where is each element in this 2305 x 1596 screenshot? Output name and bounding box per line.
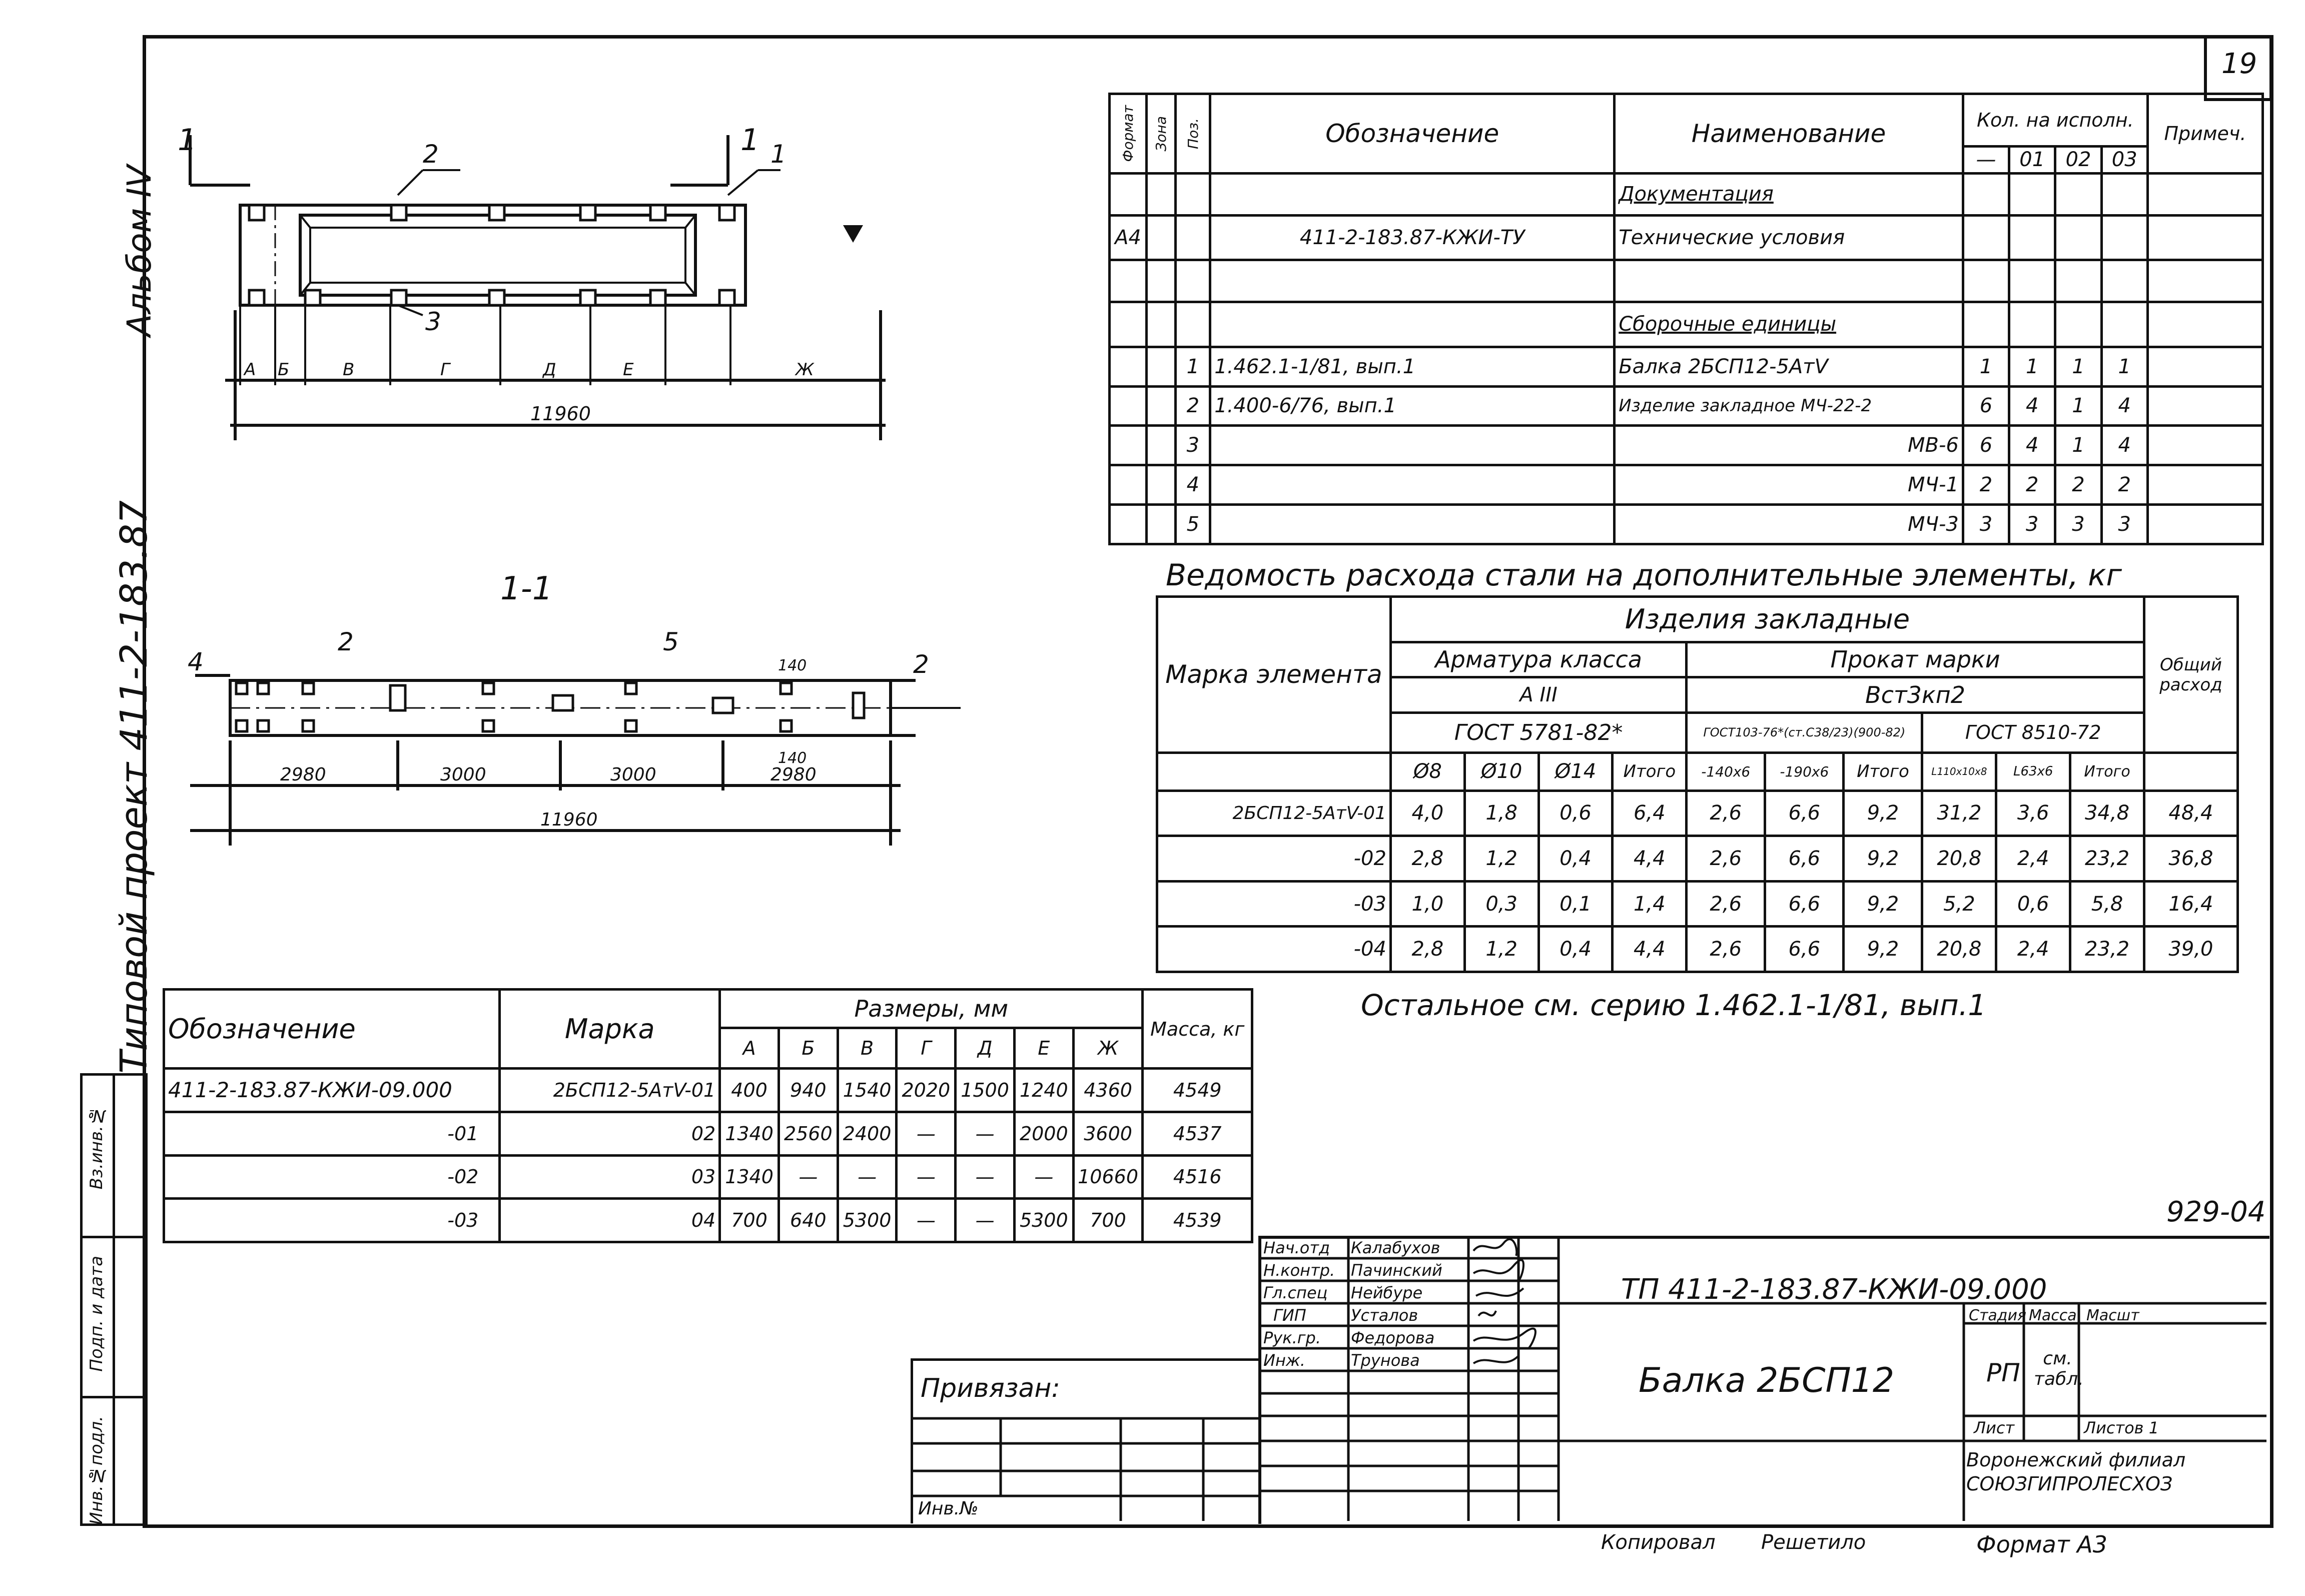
- span-dim: 3000: [440, 764, 486, 785]
- spec-table: [1108, 93, 2264, 545]
- table-row: 4 МЧ-1 2 2 2 2: [1110, 465, 2263, 505]
- table-row: [1110, 260, 2263, 302]
- sizes-h-dims: Размеры, мм: [720, 990, 1143, 1028]
- sizes-col: Д: [956, 1028, 1015, 1069]
- spec-h-qty: Кол. на исполн.: [1963, 94, 2147, 147]
- steel-col: Итого: [1844, 753, 1922, 791]
- signatures: [1468, 1236, 1569, 1396]
- section-mark-right: 1: [740, 123, 760, 158]
- embedded-part: [391, 290, 406, 305]
- steel-table: [1156, 595, 2239, 973]
- drawing-title: Балка 2БСП12: [1639, 1361, 1895, 1400]
- sheets-count: Листов 1: [2084, 1418, 2159, 1437]
- copier-name: Решетило: [1761, 1531, 1866, 1554]
- embedded-part: [305, 290, 320, 305]
- table-row: -01 02 1340 2560 2400 — — 2000 3600 4537: [164, 1112, 1252, 1155]
- section-callout: 2: [913, 650, 929, 679]
- sheet-number: 19: [2221, 48, 2257, 80]
- section-mark-left: 1: [178, 123, 197, 158]
- steel-h-rebar-class: А III: [1390, 677, 1686, 712]
- steel-h-gost103: ГОСТ103-76*(ст.С38/23)(900-82): [1687, 712, 1922, 753]
- table-row: Сборочные единицы: [1110, 302, 2263, 347]
- table-row: -03 04 700 640 5300 — — 5300 700 4539: [164, 1199, 1252, 1242]
- steel-h-rolled: Прокат марки: [1687, 642, 2144, 677]
- binding-inv: Инв.№: [918, 1498, 979, 1519]
- steel-h-gost8510: ГОСТ 8510-72: [1922, 712, 2144, 753]
- sheet-label: Лист: [1974, 1418, 2015, 1437]
- steel-table-title: Ведомость расхода стали на дополнительные элементы, кг: [1166, 558, 2122, 593]
- steel-col: -140х6: [1687, 753, 1765, 791]
- embedded-part: [580, 290, 595, 305]
- table-row: -04 2,8 1,2 0,4 4,4 2,6 6,6 9,2 20,8 2,4 23,2 39,0: [1157, 927, 2238, 972]
- side-stamp-inv: Инв.№подл.: [87, 1416, 107, 1525]
- steel-h-rolled-grade: Вст3кп2: [1687, 677, 2144, 712]
- embedded-part: [650, 290, 665, 305]
- sizes-h-mass: Масса, кг: [1143, 990, 1252, 1069]
- section-callout: 4: [188, 647, 204, 676]
- sizes-col: В: [838, 1028, 897, 1069]
- section-view: [180, 615, 961, 876]
- spec-h-designation: Обозначение: [1210, 94, 1615, 174]
- plan-view: [150, 95, 901, 445]
- scale-label: Масшт: [2086, 1307, 2139, 1324]
- steel-h-rebar: Арматура класса: [1390, 642, 1686, 677]
- mass-label: Масса: [2029, 1307, 2077, 1324]
- spec-h-name: Наименование: [1615, 94, 1963, 174]
- table-row: 3 МВ-6 6 4 1 4: [1110, 426, 2263, 465]
- section-callout: 5: [663, 627, 679, 656]
- sizes-h-mark: Марка: [500, 990, 720, 1069]
- zone-label: Е: [623, 360, 634, 380]
- table-row: 1 1.462.1-1/81, вып.1 Балка 2БСП12-5АтV 1 1 1 1: [1110, 347, 2263, 386]
- sizes-table: [163, 988, 1253, 1243]
- section-title: 1-1: [500, 570, 553, 607]
- plan-callout: 2: [423, 140, 439, 169]
- embedded-part: [650, 205, 665, 220]
- signer-name: Калабухов: [1351, 1238, 1440, 1257]
- table-row: А4 411-2-183.87-КЖИ-ТУ Технические условия: [1110, 215, 2263, 260]
- steel-col: Ø14: [1539, 753, 1613, 791]
- height-dim: 140: [778, 657, 807, 674]
- table-row: 5 МЧ-3 3 3 3 3: [1110, 505, 2263, 544]
- steel-note: Остальное см. серию 1.462.1-1/81, вып.1: [1361, 988, 1987, 1022]
- signer-name: Федорова: [1351, 1328, 1435, 1347]
- steel-col: Ø10: [1464, 753, 1539, 791]
- plan-callout: 3: [425, 307, 441, 336]
- signer-name: Пачинский: [1351, 1261, 1442, 1280]
- side-stamp: [80, 1073, 148, 1526]
- table-row: 2БСП12-5АтV-01 4,0 1,8 0,6 6,4 2,6 6,6 9,2 31,2 3,6 34,8 48,4: [1157, 790, 2238, 836]
- format-label: Формат А3: [1976, 1531, 2107, 1558]
- spec-h-q3: 03: [2101, 147, 2147, 174]
- role-label: Нач.отд: [1263, 1238, 1330, 1257]
- embedded-part: [719, 290, 734, 305]
- zone-label: А: [244, 360, 256, 380]
- sizes-h-designation: Обозначение: [164, 990, 500, 1069]
- stage-label: Стадия: [1969, 1307, 2027, 1324]
- spec-h-pos: Поз.: [1184, 118, 1201, 149]
- side-stamp-replace: Вз.инв.№: [87, 1106, 107, 1190]
- signer-name: Нейбуре: [1351, 1283, 1423, 1302]
- role-label: Инж.: [1263, 1351, 1305, 1370]
- role-label: Н.контр.: [1263, 1261, 1335, 1280]
- org-name: Воронежский филиал СОЮЗГИПРОЛЕСХОЗ: [1966, 1449, 2186, 1495]
- span-dim: 2980: [771, 764, 817, 785]
- sizes-col: Б: [779, 1028, 838, 1069]
- plan-callout: 1: [771, 140, 787, 169]
- embedded-part: [391, 205, 406, 220]
- side-stamp-sign: Подп. и дата: [87, 1256, 107, 1372]
- steel-h-embedded: Изделия закладные: [1390, 597, 2144, 642]
- plan-overall-dim: 11960: [530, 403, 591, 425]
- spec-h-note: Примеч.: [2147, 94, 2262, 174]
- sizes-col: Ж: [1073, 1028, 1143, 1069]
- role-label: Гл.спец: [1263, 1283, 1328, 1302]
- signer-name: Усталов: [1351, 1306, 1418, 1325]
- embedded-part: [249, 205, 264, 220]
- span-dim: 3000: [610, 764, 656, 785]
- sizes-col: Г: [897, 1028, 956, 1069]
- mark-triangle: [843, 225, 863, 243]
- spec-h-format: Формат: [1120, 105, 1136, 162]
- steel-col: L63х6: [1996, 753, 2070, 791]
- embedded-part: [489, 290, 504, 305]
- steel-col: Ø8: [1390, 753, 1464, 791]
- doc-number: ТП 411-2-183.87-КЖИ-09.000: [1621, 1273, 2047, 1306]
- zone-label: Б: [278, 360, 290, 380]
- zone-label: В: [343, 360, 355, 380]
- spec-h-q0: —: [1963, 147, 2009, 174]
- stage-value: РП: [1986, 1358, 2020, 1387]
- table-row: -02 2,8 1,2 0,4 4,4 2,6 6,6 9,2 20,8 2,4 23,2 36,8: [1157, 836, 2238, 882]
- embedded-part: [719, 205, 734, 220]
- project-label: Типовой проект 411-2-183.87: [113, 500, 156, 1074]
- role-label: ГИП: [1273, 1306, 1306, 1325]
- section-overall-dim: 11960: [540, 810, 598, 830]
- section-callout: 2: [338, 627, 354, 656]
- spec-h-zone: Зона: [1153, 116, 1170, 152]
- role-label: Рук.гр.: [1263, 1328, 1321, 1347]
- signer-name: Трунова: [1351, 1351, 1420, 1370]
- sizes-col: А: [720, 1028, 779, 1069]
- spec-h-q2: 02: [2055, 147, 2101, 174]
- album-label: Альбом IV: [120, 165, 159, 337]
- table-row: -03 1,0 0,3 0,1 1,4 2,6 6,6 9,2 5,2 0,6 5,8 16,4: [1157, 881, 2238, 927]
- steel-h-mark: Марка элемента: [1157, 597, 1391, 753]
- steel-h-rebar-gost: ГОСТ 5781-82*: [1390, 712, 1686, 753]
- table-row: Документация: [1110, 173, 2263, 215]
- spec-h-q1: 01: [2009, 147, 2055, 174]
- span-dim: 2980: [280, 764, 326, 785]
- height-dim: 140: [778, 749, 807, 767]
- steel-col: -190х6: [1765, 753, 1844, 791]
- embedded-part: [249, 290, 264, 305]
- table-row: -02 03 1340 — — — — — 10660 4516: [164, 1155, 1252, 1199]
- table-row: 411-2-183.87-КЖИ-09.000 2БСП12-5АтV-01 400 940 1540 2020 1500 1240 4360 4549: [164, 1069, 1252, 1112]
- zone-label: Д: [543, 360, 556, 380]
- zone-label: Г: [440, 360, 450, 380]
- sizes-col: Е: [1014, 1028, 1073, 1069]
- embedded-part: [580, 205, 595, 220]
- copied-label: Копировал: [1601, 1531, 1716, 1554]
- zone-label: Ж: [796, 360, 814, 380]
- steel-h-total: Общий расход: [2144, 597, 2237, 753]
- doc-code: 929-04: [2166, 1196, 2266, 1228]
- steel-col: L110х10х8: [1922, 753, 1996, 791]
- binding-label: Привязан:: [921, 1373, 1060, 1403]
- mass-value: см. табл.: [2034, 1348, 2084, 1389]
- table-row: 2 1.400-6/76, вып.1 Изделие закладное МЧ-22-2 6 4 1 4: [1110, 386, 2263, 426]
- steel-col: Итого: [2070, 753, 2144, 791]
- steel-col: Итого: [1613, 753, 1687, 791]
- embedded-part: [489, 205, 504, 220]
